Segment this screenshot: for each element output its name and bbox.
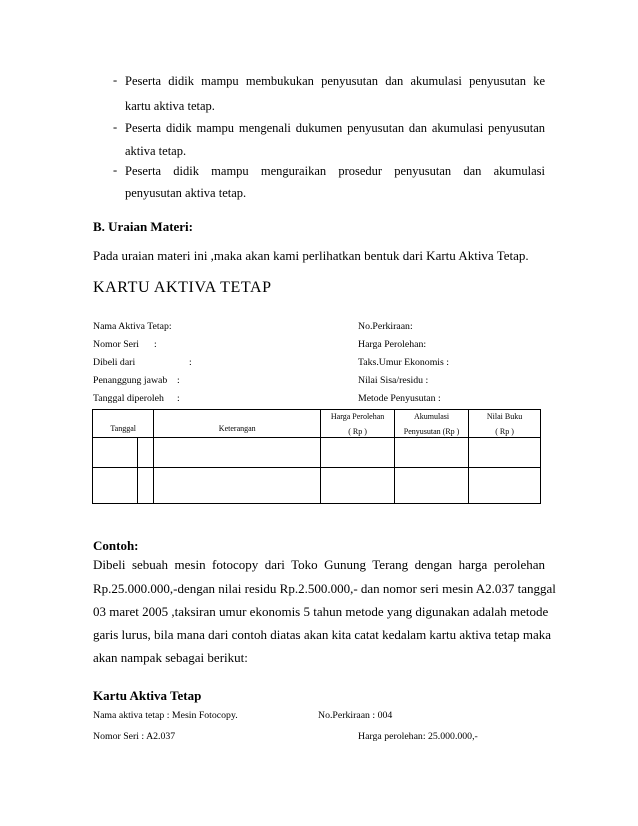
example-nomor-seri: Nomor Seri : A2.037	[93, 731, 176, 742]
field-nomor-seri: Nomor Seri	[93, 339, 139, 350]
col-keterangan: Keterangan	[154, 410, 321, 438]
objective-1-line-1: Peserta didik mampu membukukan penyusutan dan akumulasi penyusutan ke	[125, 74, 545, 88]
bullet-dash: -	[113, 120, 118, 134]
section-b-heading: B. Uraian Materi:	[93, 219, 194, 234]
field-harga-perolehan: Harga Perolehan:	[358, 339, 427, 350]
kartu-header-row	[93, 410, 541, 438]
field-nama-aktiva: Nama Aktiva Tetap:	[93, 321, 172, 332]
col-nilai-label: Nilai Buku	[486, 411, 523, 421]
example-card-heading: Kartu Aktiva Tetap	[93, 688, 202, 703]
col-akumulasi-unit: Penyusutan (Rp )	[403, 426, 460, 436]
bullet-dash: -	[113, 73, 118, 87]
col-harga-perolehan	[321, 410, 395, 438]
col-nilai-unit: ( Rp )	[495, 426, 514, 436]
field-colon: :	[177, 375, 180, 386]
col-akumulasi-penyusutan	[394, 410, 468, 438]
field-colon: :	[177, 393, 180, 404]
contoh-line-3: 03 maret 2005 ,taksiran umur ekonomis 5 tahun metode yang digunakan adalah metode	[93, 604, 549, 619]
objective-2-line-1: Peserta didik mampu mengenali dukumen penyusutan dan akumulasi penyusutan	[125, 121, 545, 135]
contoh-line-4: garis lurus, bila mana dari contoh diatas akan kita catat kedalam kartu aktiva tetap maka	[93, 627, 552, 642]
example-no-perkiraan: No.Perkiraan : 004	[318, 710, 393, 721]
field-colon: :	[189, 357, 192, 368]
field-dibeli-dari: Dibeli dari	[93, 357, 136, 368]
field-tanggal-diperoleh: Tanggal diperoleh	[93, 393, 164, 404]
col-akumulasi-label: Akumulasi	[414, 411, 450, 421]
example-nama-aktiva: Nama aktiva tetap : Mesin Fotocopy.	[93, 710, 238, 721]
objective-1-line-2: kartu aktiva tetap.	[125, 99, 215, 113]
field-nilai-sisa: Nilai Sisa/residu :	[358, 375, 429, 386]
objective-2-line-2: aktiva tetap.	[125, 144, 187, 158]
contoh-line-1: Dibeli sebuah mesin fotocopy dari Toko Gunung Terang dengan harga perolehan	[93, 557, 545, 572]
section-b-intro: Pada uraian materi ini ,maka akan kami perlihatkan bentuk dari Kartu Aktiva Tetap.	[93, 248, 529, 263]
objective-3-line-1: Peserta didik mampu menguraikan prosedur penyusutan dan akumulasi	[125, 164, 545, 178]
table-row	[93, 468, 541, 504]
objective-3-line-2: penyusutan aktiva tetap.	[125, 186, 247, 200]
field-metode-penyusutan: Metode Penyusutan :	[358, 393, 441, 404]
field-colon: :	[154, 339, 157, 350]
field-umur-ekonomis: Taks.Umur Ekonomis :	[358, 357, 450, 368]
kartu-title: KARTU AKTIVA TETAP	[93, 279, 272, 296]
kartu-table	[92, 409, 541, 504]
example-harga-perolehan: Harga perolehan: 25.000.000,-	[358, 731, 478, 742]
contoh-heading: Contoh:	[93, 538, 139, 553]
field-no-perkiraan: No.Perkiraan:	[358, 321, 413, 332]
field-penanggung-jawab: Penanggung jawab	[93, 375, 168, 386]
contoh-line-5: akan nampak sebagai berikut:	[93, 650, 248, 665]
table-row	[93, 438, 541, 468]
col-tanggal: Tanggal	[93, 410, 154, 438]
col-nilai-buku	[469, 410, 541, 438]
col-harga-unit: ( Rp )	[348, 426, 367, 436]
contoh-line-2: Rp.25.000.000,-dengan nilai residu Rp.2.500.000,- dan nomor seri mesin A2.037 tanggal	[93, 581, 556, 596]
col-harga-label: Harga Perolehan	[330, 411, 385, 421]
bullet-dash: -	[113, 163, 118, 177]
